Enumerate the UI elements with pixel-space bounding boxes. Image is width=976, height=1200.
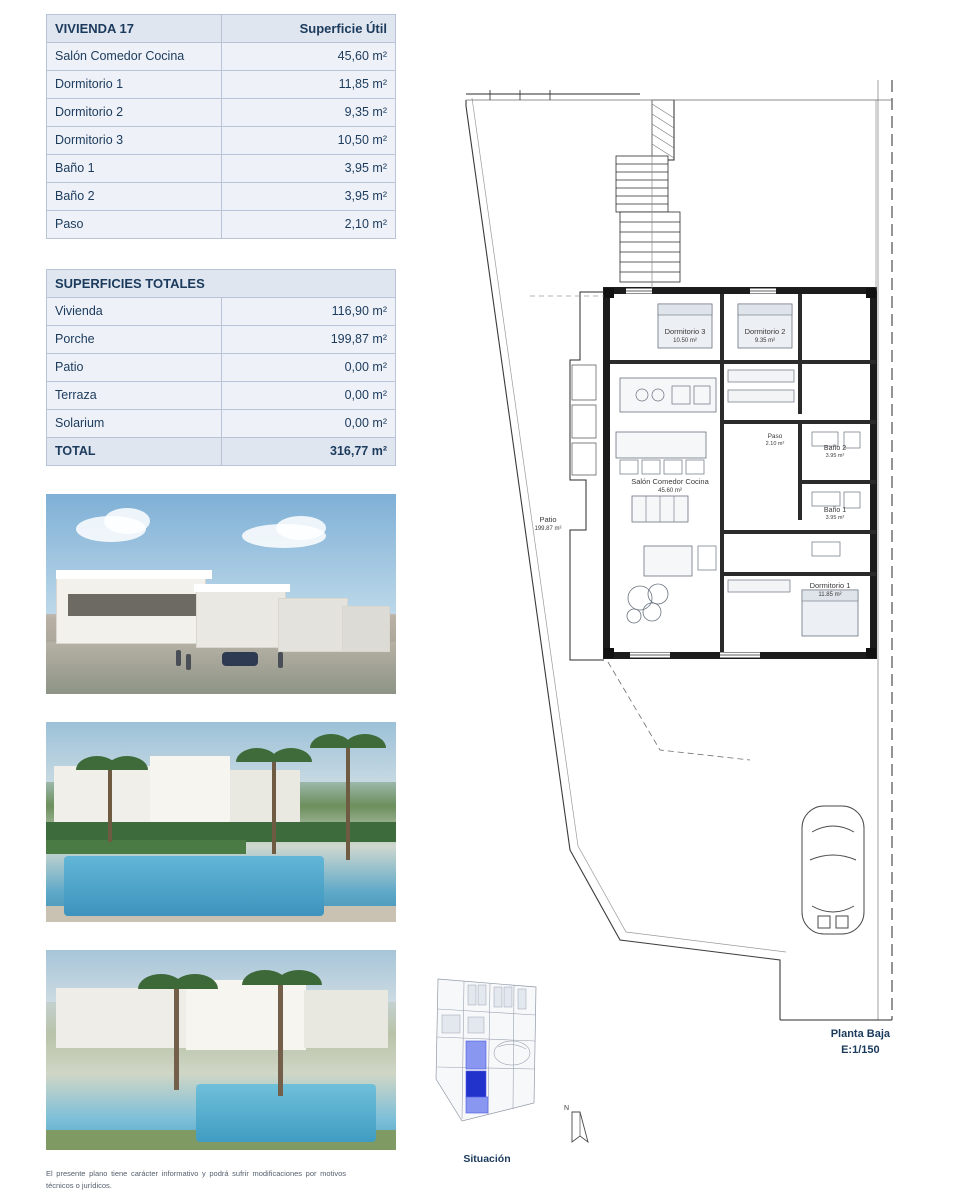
total-label: Patio xyxy=(47,354,222,382)
room-label: Salón Comedor Cocina xyxy=(47,43,222,71)
room-area-dormitorio-1: 11.85 m² xyxy=(818,592,842,598)
total-label: Terraza xyxy=(47,382,222,410)
plan-caption-scale: E:1/150 xyxy=(841,1043,880,1056)
table-gap xyxy=(46,239,396,269)
table-row xyxy=(47,155,396,183)
room-label-salon: Salón Comedor Cocina xyxy=(631,477,709,486)
room-area-bano-1: 3.95 m² xyxy=(825,515,845,521)
disclaimer-text: El presente plano tiene carácter informativo y podrá sufrir modificaciones por motivos técnicos o jurídicos. xyxy=(46,1169,346,1190)
person xyxy=(176,650,181,666)
room-label-bano-2: Baño 2 xyxy=(823,445,847,452)
total-area: 0,00 m² xyxy=(221,410,396,438)
totals-table xyxy=(46,269,396,466)
situation-highlight xyxy=(466,1071,486,1097)
situation-block xyxy=(466,1097,488,1113)
room-label: Dormitorio 2 xyxy=(47,99,222,127)
cloud xyxy=(276,516,326,540)
building xyxy=(186,980,306,1050)
plan-caption xyxy=(831,1027,890,1058)
room-label-dormitorio-3: Dormitorio 3 xyxy=(664,327,706,336)
table-row xyxy=(47,354,396,382)
room-label: Baño 2 xyxy=(47,183,222,211)
room-area: 3,95 m² xyxy=(221,155,396,183)
swimming-pool xyxy=(64,856,324,916)
room-area-dormitorio-2: 9.35 m² xyxy=(754,338,776,344)
render-street-view xyxy=(46,494,396,694)
table-row xyxy=(47,43,396,71)
room-area: 2,10 m² xyxy=(221,211,396,239)
table-header-row xyxy=(47,15,396,43)
building xyxy=(278,598,348,652)
room-area-patio: 199.87 m² xyxy=(534,526,562,532)
person xyxy=(186,654,191,670)
facade-shadow xyxy=(68,594,196,616)
building xyxy=(196,586,286,648)
table-row xyxy=(47,71,396,99)
total-area: 116,90 m² xyxy=(221,298,396,326)
situation-block xyxy=(466,1041,486,1069)
unit-column-header: Superficie Útil xyxy=(221,15,396,43)
table-row xyxy=(47,99,396,127)
table-row xyxy=(47,183,396,211)
building xyxy=(56,988,186,1048)
room-label-dormitorio-2: Dormitorio 2 xyxy=(744,327,786,336)
room-label: Dormitorio 1 xyxy=(47,71,222,99)
room-area-dormitorio-3: 10.50 m² xyxy=(673,338,697,344)
total-area: 199,87 m² xyxy=(221,326,396,354)
total-area: 0,00 m² xyxy=(221,354,396,382)
room-label-paso: Paso xyxy=(767,433,783,440)
table-total-row xyxy=(47,438,396,466)
room-area-paso: 2.10 m² xyxy=(765,441,785,447)
grand-total-label: TOTAL xyxy=(47,438,222,466)
room-area: 45,60 m² xyxy=(221,43,396,71)
floor-plan xyxy=(420,60,960,1060)
render-pool-terrace-view xyxy=(46,950,396,1150)
palm-trunk xyxy=(174,980,179,1090)
table-row xyxy=(47,410,396,438)
table-row xyxy=(47,127,396,155)
palm-trunk xyxy=(278,976,283,1096)
hedge xyxy=(46,822,396,842)
left-column xyxy=(46,14,396,1150)
table-row xyxy=(47,382,396,410)
palm-trunk xyxy=(108,762,112,842)
building xyxy=(150,756,230,832)
table-header-row xyxy=(47,270,396,298)
cloud xyxy=(104,508,150,534)
situation-map xyxy=(428,975,546,1125)
person xyxy=(278,652,283,668)
table-row xyxy=(47,211,396,239)
building xyxy=(54,766,154,826)
unit-areas-table xyxy=(46,14,396,239)
room-label-bano-1: Baño 1 xyxy=(823,507,847,514)
room-area-salon: 45.60 m² xyxy=(658,488,682,494)
north-arrow xyxy=(556,1100,600,1146)
room-area: 11,85 m² xyxy=(221,71,396,99)
table-row xyxy=(47,298,396,326)
grand-total-area: 316,77 m² xyxy=(221,438,396,466)
room-label: Dormitorio 3 xyxy=(47,127,222,155)
plan-caption-title: Planta Baja xyxy=(830,1028,890,1041)
swimming-pool xyxy=(196,1084,376,1142)
room-label: Baño 1 xyxy=(47,155,222,183)
total-area: 0,00 m² xyxy=(221,382,396,410)
north-label: N xyxy=(564,1105,570,1112)
table-row xyxy=(47,326,396,354)
room-area: 10,50 m² xyxy=(221,127,396,155)
hedge xyxy=(46,840,246,854)
total-label: Porche xyxy=(47,326,222,354)
room-label-patio: Patio xyxy=(539,515,557,524)
building xyxy=(230,770,300,830)
room-area: 9,35 m² xyxy=(221,99,396,127)
unit-title: VIVIENDA 17 xyxy=(47,15,222,43)
building xyxy=(304,990,388,1048)
room-area: 3,95 m² xyxy=(221,183,396,211)
car xyxy=(222,652,258,666)
room-area-bano-2: 3.95 m² xyxy=(825,453,845,459)
building xyxy=(342,606,390,652)
total-label: Vivienda xyxy=(47,298,222,326)
render-pool-view xyxy=(46,722,396,922)
room-label: Paso xyxy=(47,211,222,239)
palm-trunk xyxy=(346,740,350,860)
roof-slab xyxy=(56,570,212,579)
totals-title: SUPERFICIES TOTALES xyxy=(47,270,396,298)
total-label: Solarium xyxy=(47,410,222,438)
room-label-dormitorio-1: Dormitorio 1 xyxy=(809,581,851,590)
palm-trunk xyxy=(272,754,276,854)
situation-label: Situación xyxy=(463,1153,511,1165)
roof-slab xyxy=(194,584,290,592)
